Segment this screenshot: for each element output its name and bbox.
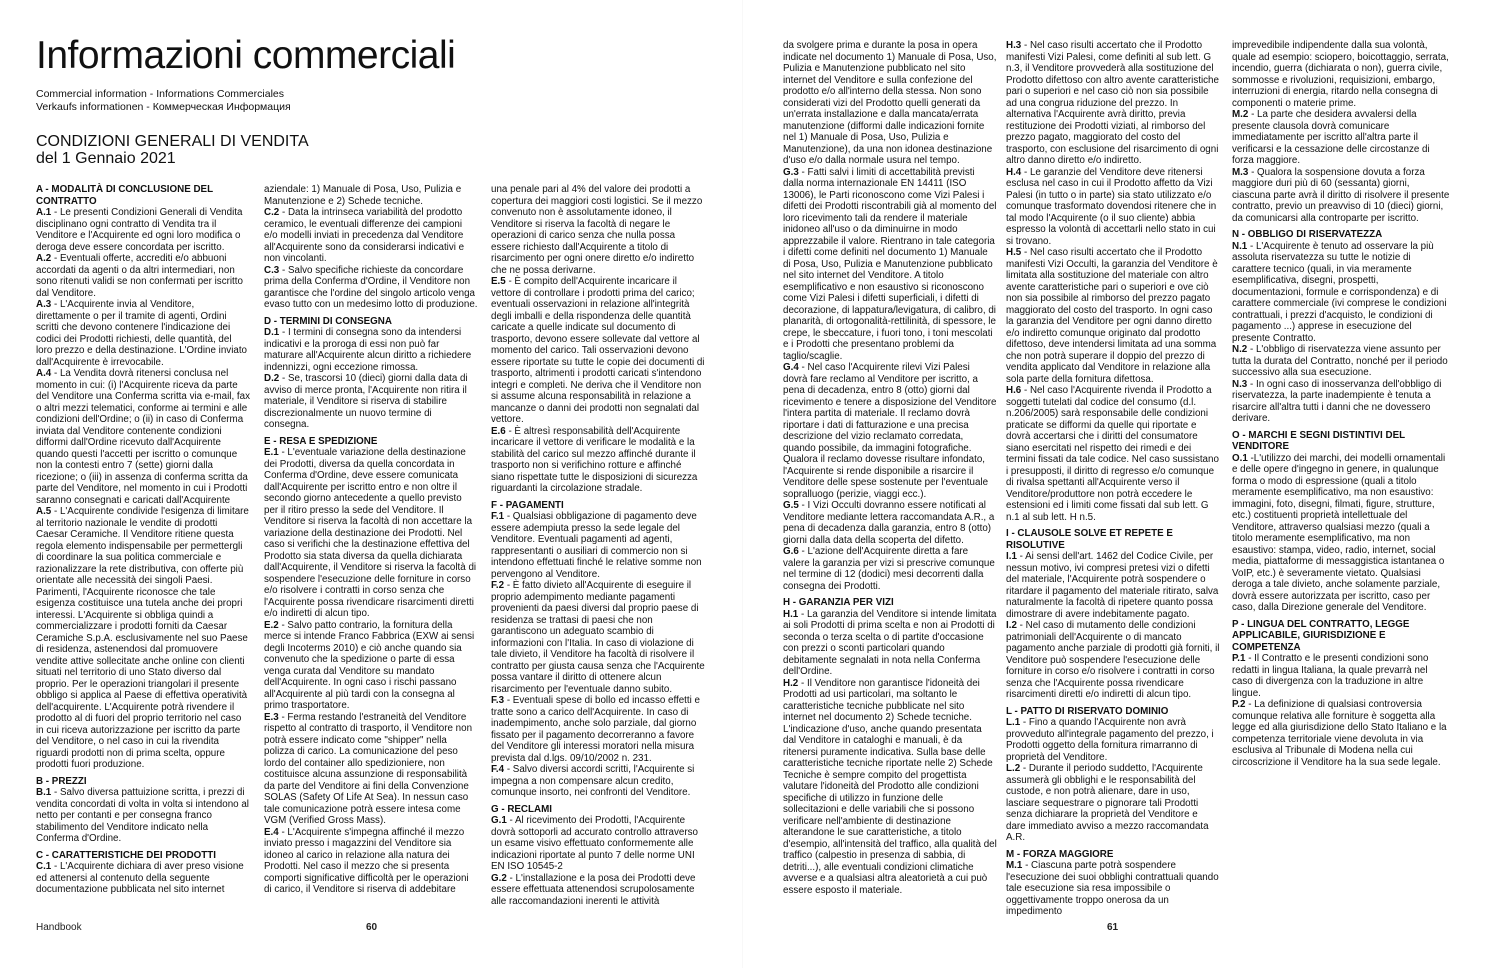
section-heading: O - MARCHI E SEGNI DISTINTIVI DEL VENDITORE [1232, 429, 1405, 452]
clause-paragraph [491, 764, 705, 799]
clause-number: I.1 [1006, 551, 1017, 562]
clause-text: - Nel caso l'Acquirente rilevi Vizi Palesi dovrà fare reclamo al Venditore per iscritto, a pena di decadenza, entro 8 (otto) giorni dal ricevimento e tenere a disposizione del Venditore l'intera partita di materiale. Il reclamo dovrà riportare i dati di fatturazione e una precisa descrizione del vizio reclamato corredata, quando possibile, da immagini fotografiche. Qualora il reclamo dovesse risultare infondato, l'Acquirente si rende disponibile a risarcire il Venditore delle spese sostenute per l'eventuale sopralluogo (perizie, viaggi ecc.). [783, 362, 997, 500]
text-column-1 [36, 184, 251, 895]
page-number-right: 61 [1107, 922, 1119, 933]
clause-paragraph [264, 184, 478, 207]
clause-text: - Salvo diversa pattuizione scritta, i prezzi di vendita concordati di volta in volta si intendono al netto per contanti e per consegna franco stabilimento del Venditore indicato nella Conferma d'Ordine. [36, 787, 249, 844]
clause-text: - È fatto divieto all'Acquirente di eseguire il proprio adempimento mediante pagamenti provenienti da paesi diversi dal proprio paese di residenza se trattasi di paesi che non garantiscono un adeguato scambio di informazioni con l'Italia. In caso di violazione di tale divieto, il Venditore ha facoltà di risolvere il contratto per giusta causa senza che l'Acquirente possa vantare il diritto di ottenere alcun risarcimento per l'eventuale danno subito. [491, 580, 705, 695]
clause-paragraph [264, 373, 478, 431]
clause-number: N.2 [1232, 344, 1248, 355]
clause-paragraph [36, 299, 250, 368]
clause-text: - Se, trascorsi 10 (dieci) giorni dalla data di avviso di merce pronta, l'Acquirente non ritira il materiale, il Venditore si riserva di stabilire discrezionalmente un nuovo termine di consegna. [264, 373, 468, 430]
clause-text: - Il Venditore non garantisce l'idoneità dei Prodotti ad usi particolari, ma soltanto le caratteristiche tecniche pubblicate nel sito internet nel documento 2) Schede tecniche. L'indicazione d'uso, anche quando presentata dal Venditore in cataloghi e manuali, è da ritenersi puramente indicativa. Sulla base delle caratteristiche tecniche riportate nelle 2) Schede Tecniche è sempre compito del progettista valutare l'idoneità del Prodotto alle condizioni specifiche di utilizzo in funzione delle sollecitazioni e delle variabili che si possono verificare nell'ambiente di destinazione alterandone le sue caratteristiche, a titolo d'esempio, all'intensità del traffico, alla qualità del traffico (calpestio in presenza di sabbia, di detriti...), alle eventuali condizioni climatiche avverse e a qualsiasi altra aleatorietà a cui può essere esposto il materiale. [783, 677, 997, 896]
clause-paragraph [491, 815, 705, 873]
clause-number: G.6 [783, 546, 799, 557]
text-column-6 [1232, 40, 1450, 878]
clause-text: - Fatti salvi i limiti di accettabilità previsti dalla norma internazionale EN 14411 (ISO 13006), le Parti riconoscono come Vizi Palesi i difetti dei Prodotti riscontrabili già al momento del loro ricevimento tali da rendere il materiale inidoneo all'uso o da diminuirne in modo apprezzabile il valore. Rientrano in tale categoria i difetti come definiti nel documento 1) Manuale di Posa, Uso, Pulizia e Manutenzione pubblicato nel sito internet del Venditore. A titolo esemplificativo e non esaustivo si riconoscono come Vizi Palesi i difetti superficiali, i difetti di decorazione, di lappatura/levigatura, di calibro, di planarità, di ortogonalità-rettilinità, di spessore, le crepe, le sbeccature, i fuori tono, i toni mescolati e i Prodotti che presentano problemi da taglio/scaglie. [783, 166, 997, 362]
clause-paragraph [491, 511, 705, 580]
clause-paragraph [36, 787, 250, 845]
clause-text: - Eventuali spese di bollo ed incasso effetti e tratte sono a carico dell'Acquirente. In caso di inadempimento, anche solo parziale, dal giorno fissato per il pagamento decorreranno a favore del Venditore gli interessi moratori nella misura prevista dal d.lgs. 09/10/2002 n. 231. [491, 695, 700, 764]
clause-paragraph [491, 873, 705, 908]
clause-paragraph [491, 184, 705, 276]
clause-paragraph [1006, 385, 1220, 523]
clause-text: da svolgere prima e durante la posa in opera indicate nel documento 1) Manuale di Posa, Uso, Pulizia e Manutenzione pubblicato nel sito internet del Venditore e sulla confezione del prodotto e/o all'interno della stessa. Non sono considerati vizi del Prodotto quelli generati da un'errata installazione e dalla mancata/errata manutenzione (difformi dalle indicazioni fornite nel 1) Manuale di Posa, Uso, Pulizia e Manutenzione), da una non idonea destinazione d'uso e/o dalla normale usura nel tempo. [783, 40, 997, 166]
clause-text: - La parte che desidera avvalersi della presente clausola dovrà comunicare immediatamente per iscritto all'altra parte il verificarsi e la cessazione delle circostanze di forza maggiore. [1232, 109, 1430, 166]
clause-text: - La definizione di qualsiasi controversia comunque relativa alle forniture è soggetta alla legge ed alla giurisdizione dello Stato Italiano e la competenza territoriale viene devoluta in via esclusiva al Tribunale di Modena nella cui circoscrizione il Venditore ha la sua sede legale. [1232, 699, 1447, 768]
clause-paragraph [1006, 167, 1220, 248]
clause-paragraph [1232, 344, 1450, 379]
clause-text: - È altresì responsabilità dell'Acquirente incaricare il vettore di verificare le modalità e la stabilità del carico sul mezzo affinché durante il trasporto non si verifichino rotture e affinché siano rispettate tutte le disposizioni di sicurezza riguardanti la circolazione stradale. [491, 425, 698, 494]
clause-paragraph [783, 500, 997, 546]
clause-number: E.6 [491, 425, 506, 437]
clause-number: E.5 [491, 276, 506, 287]
clause-paragraph [264, 265, 478, 311]
clause-paragraph [491, 695, 705, 764]
clause-number: A.1 [36, 207, 52, 218]
clause-text: imprevedibile indipendente dalla sua volontà, quale ad esempio: sciopero, boicottaggio, serrata, incendio, guerra (dichiarata o non), guerra civile, sommosse e rivoluzioni, requisizioni, embargo, interruzioni di energia, ritardo nella consegna di componenti o materie prime. [1232, 40, 1449, 109]
clause-number: H.3 [1006, 40, 1022, 51]
section-heading: G - RECLAMI [491, 803, 552, 815]
clause-number: A.2 [36, 253, 52, 264]
clause-text: - Eventuali offerte, accrediti e/o abbuoni accordati da agenti o da altri intermediari, non sono ritenuti validi se non confermati per iscritto dal Venditore. [36, 253, 243, 299]
clause-text: - L'azione dell'Acquirente diretta a fare valere la garanzia per vizi si prescrive comunque nel termine di 12 (dodici) mesi decorrenti dalla consegna dei Prodotti. [783, 546, 995, 592]
clause-text: - Salvo specifiche richieste da concordare prima della Conferma d'Ordine, il Venditore non garantisce che l'ordine del singolo articolo venga evaso tutto con un medesimo lotto di produzione. [264, 264, 478, 310]
clause-paragraph [783, 678, 997, 897]
clause-number: B.1 [36, 787, 52, 798]
clause-text: - La Vendita dovrà ritenersi conclusa nel momento in cui: (i) l'Acquirente riceva da parte del Venditore una Conferma scritta via e-mail, fax o altri mezzi telematici, conforme ai termini e alle condizioni dell'Ordine; o (ii) in caso di Conferma inviata dal Venditore contenente condizioni difformi dall'Ordine ricevuto dall'Acquirente quando questi l'accetti per iscritto o comunque non la contesti entro 7 (sette) giorni dalla ricezione; o (iii) in assenza di conferma scritta da parte del Venditore, nel momento in cui i Prodotti saranno consegnati e caricati dall'Acquirente [36, 368, 251, 506]
clause-number: H.2 [783, 677, 799, 689]
footer-brand: Handbook [36, 922, 82, 933]
clause-number: L.2 [1006, 763, 1021, 774]
clause-paragraph [1006, 717, 1220, 763]
page-number-left: 60 [366, 922, 378, 933]
clause-paragraph [1006, 551, 1220, 620]
clause-text: - Ferma restando l'estraneità del Venditore rispetto al contratto di trasporto, il Venditore non potrà essere indicato come "shipper" nella polizza di carico. La comunicazione del peso lordo del container allo spedizioniere, non costituisce alcuna assunzione di responsabilità da parte del Venditore ai fini della Convenzione SOLAS (Safety Of Life At Sea). In nessun caso tale comunicazione potrà essere intesa come VGM (Verified Gross Mass). [264, 711, 473, 826]
clause-text: - Salvo diversi accordi scritti, l'Acquirente si impegna a non compensare alcun credito, comunque insorto, nei confronti del Venditore. [491, 764, 695, 798]
clause-text: - La garanzia del Venditore si intende limitata ai soli Prodotti di prima scelta e non ai Prodotti di seconda o terza scelta o di partite d'occasione con prezzi o sconti particolari quando debitamente segnalati in nota nella Conferma dell'Ordine. [783, 608, 997, 677]
clause-number: E.3 [264, 711, 279, 723]
clause-number: N.1 [1232, 240, 1248, 252]
page-title: Informazioni commerciali [36, 34, 456, 77]
clause-number: H.5 [1006, 247, 1022, 258]
clause-text: - L'Acquirente dichiara di aver preso visione ed attenersi al contenuto della seguente documentazione pubblicata nel sito internet [36, 861, 244, 895]
conditions-title [36, 133, 309, 167]
section-heading: B - PREZZI [36, 775, 87, 787]
clause-text: -L'utilizzo dei marchi, dei modelli ornamentali e delle opere d'ingegno in genere, in qualunque forma o modo di espressione (quali a titolo meramente esemplificativo, ma non esaustivo: immagini, foto, disegni, filmati, figure, strutture, etc.) costituenti proprietà intellettuale del Venditore, attraverso qualsiasi mezzo (quali a titolo meramente esemplificativo, ma non esaustivo: stampa, video, radio, internet, social media, piattaforme di messaggistica istantanea o VoIP, etc.) è severamente vietato. Qualsiasi deroga a tale divieto, anche solamente parziale, dovrà essere autorizzata per iscritto, caso per caso, dalla Direzione generale del Venditore. [1232, 452, 1446, 613]
clause-number: I.2 [1006, 620, 1017, 631]
clause-number: H.4 [1006, 166, 1022, 178]
clause-text: - Nel caso risulti accertato che il Prodotto manifesti Vizi Palesi, come definiti al sub lett. G n.3, il Venditore provvederà alla sostituzione del Prodotto difettoso con altro avente caratteristiche pari o superiori e nel caso ciò non sia possibile ad una congrua riduzione del prezzo. In alternativa l'Acquirente avrà diritto, previa restituzione dei Prodotti viziati, al rimborso del prezzo pagato, maggiorato del costo del trasporto, con esclusione del risarcimento di ogni altro danno diretto e/o indiretto. [1006, 40, 1219, 166]
clause-paragraph [1232, 699, 1450, 768]
clause-text: - Durante il periodo suddetto, l'Acquirente assumerà gli obblighi e le responsabilità del custode, e non potrà alienare, dare in uso, lasciare sequestrare o pignorare tali Prodotti senza dichiarare la proprietà del Venditore e dare immediato avviso a mezzo raccomandata A.R. [1006, 763, 1209, 843]
clause-number: H.6 [1006, 385, 1022, 396]
clause-text: - Qualsiasi obbligazione di pagamento deve essere adempiuta presso la sede legale del Venditore. Eventuali pagamenti ad agenti, rappresentanti o ausiliari di commercio non si intendono effettuati finché le relative somme non pervengono al Venditore. [491, 511, 702, 580]
clause-paragraph [36, 253, 250, 299]
clause-text: - Nel caso di mutamento delle condizioni patrimoniali dell'Acquirente o di mancato pagamento anche parziale di prodotti già forniti, il Venditore può sospendere l'esecuzione delle forniture in corso e/o risolvere i contratti in corso senza che l'Acquirente possa rivendicare risarcimenti diretti e/o indiretti di alcun tipo. [1006, 620, 1220, 700]
clause-text: - I Vizi Occulti dovranno essere notificati al Venditore mediante lettera raccomandata A.R., a pena di decadenza dalla garanzia, entro 8 (otto) giorni dalla data della scoperta del difetto. [783, 500, 995, 546]
clause-number: D.2 [264, 373, 280, 384]
clause-paragraph [36, 207, 250, 253]
clause-number: F.4 [491, 764, 505, 775]
clause-number: F.3 [491, 695, 505, 706]
clause-number: A.5 [36, 506, 52, 517]
clause-paragraph [36, 861, 250, 896]
clause-text: - Nel caso l'Acquirente rivenda il Prodotto a soggetti tutelati dal codice del consumo (d.l. n.206/2005) sarà responsabile delle condizioni praticate se difformi da quelle qui riportate e dovrà accertarsi che i diritti del consumatore siano esercitati nel rispetto dei rimedi e dei termini fissati da tale codice. Nel caso sussistano i presupposti, il diritto di regresso e/o comunque di rivalsa spettanti all'Acquirente verso il Venditore/produttore non potrà eccedere le estensioni ed i limiti come fissati dal sub lett. G n.1 al sub lett. H n.5. [1006, 385, 1219, 523]
clause-paragraph [264, 827, 478, 896]
clause-paragraph [264, 327, 478, 373]
clause-number: E.4 [264, 826, 279, 838]
clause-paragraph [1232, 453, 1450, 614]
text-column-5 [1006, 40, 1220, 917]
clause-number: O.1 [1232, 452, 1248, 464]
subtitle-line-2: Verkaufs informationen - Коммерческая Информация [36, 101, 291, 113]
clause-paragraph [36, 506, 250, 771]
clause-number: P.1 [1232, 653, 1246, 664]
section-heading: F - PAGAMENTI [491, 499, 564, 511]
clause-paragraph [1232, 379, 1450, 425]
clause-paragraph [783, 362, 997, 500]
clause-paragraph [1232, 109, 1450, 167]
clause-text: - Qualora la sospensione dovuta a forza maggiore duri più di 60 (sessanta) giorni, ciascuna parte avrà il diritto di risolvere il presente contratto, previo un preavviso di 10 (dieci) giorni, da comunicarsi alla controparte per iscritto. [1232, 166, 1450, 224]
clause-number: D.1 [264, 327, 280, 338]
clause-paragraph [491, 426, 705, 495]
section-heading: E - RESA E SPEDIZIONE [264, 435, 378, 447]
clause-paragraph [264, 447, 478, 620]
clause-paragraph [1006, 620, 1220, 701]
clause-text: - Al ricevimento dei Prodotti, l'Acquirente dovrà sottoporli ad accurato controllo attraverso un esame visivo effettuato conformemente alle indicazioni riportate al punto 7 delle norme UNI EN ISO 10545-2 [491, 815, 698, 872]
subtitle-line-1: Commercial information - Informations Commerciales [36, 88, 284, 100]
clause-number: N.3 [1232, 378, 1248, 390]
clause-number: M.2 [1232, 109, 1249, 120]
clause-number: F.2 [491, 580, 505, 591]
clause-text: - L'Acquirente è tenuto ad osservare la più assoluta riservatezza su tutte le notizie di carattere tecnico (quali, in via meramente esemplificativa, disegni, prospetti, documentazioni, formule e corrispondenza) e di carattere commerciale (ivi comprese le condizioni contrattuali, i prezzi d'acquisto, le condizioni di pagamento ...) apprese in esecuzione del presente Contratto. [1232, 240, 1447, 344]
section-heading: H - GARANZIA PER VIZI [783, 597, 894, 608]
section-heading: A - MODALITÀ DI CONCLUSIONE DEL CONTRATTO [36, 184, 213, 207]
clause-number: G.5 [783, 500, 799, 511]
clause-text: - L'eventuale variazione della destinazione dei Prodotti, diversa da quella concordata in Conferma d'Ordine, deve essere comunicata dall'Acquirente per iscritto entro e non oltre il secondo giorno antecedente a quello previsto per il ritiro presso la sede del Venditore. Il Venditore si riserva la facoltà di non accettare la variazione della destinazione dei Prodotti. Nel caso si verifichi che la destinazione effettiva del Prodotto sia stata diversa da quella dichiarata dall'Acquirente, il Venditore si riserva la facoltà di sospendere l'esecuzione delle forniture in corso e/o risolvere i contratti in corso senza che l'Acquirente possa rivendicare risarcimenti diretti e/o indiretti di alcun tipo. [264, 447, 477, 619]
clause-text: - Nel caso risulti accertato che il Prodotto manifesti Vizi Occulti, la garanzia del Venditore è limitata alla sostituzione del materiale con altro avente caratteristiche pari o superiori e ove ciò non sia possibile al rimborso del prezzo pagato maggiorato del costo del trasporto. In ogni caso la garanzia del Venditore per ogni danno diretto e/o indiretto comunque originato dal prodotto difettoso, deve intendersi limitata ad una somma che non potrà superare il doppio del prezzo di vendita applicato dal Venditore in relazione alla sola parte della fornitura difettosa. [1006, 247, 1218, 385]
clause-text: - L'Acquirente s'impegna affinché il mezzo inviato presso i magazzini del Venditore sia idoneo al carico in relazione alla natura dei Prodotti. Nel caso il mezzo che si presenta comporti significative difficoltà per le operazioni di carico, il Venditore si riserva di addebitare [264, 826, 469, 895]
clause-paragraph [1232, 241, 1450, 345]
conditions-title-line-2: del 1 Gennaio 2021 [36, 150, 176, 167]
clause-number: P.2 [1232, 699, 1246, 710]
clause-number: C.2 [264, 207, 280, 218]
clause-text: - L'Acquirente condivide l'esigenza di limitare al territorio nazionale le vendite di prodotti Caesar Ceramiche. Il Venditore ritiene questa regola elemento indispensabile per permettergli di coordinare la sua politica commerciale e razionalizzare la rete distributiva, con offerte più orientate alle necessità dei singoli Paesi. Parimenti, l'Acquirente riconosce che tale esigenza costituisce una tutela anche dei propri interessi. L'Acquirente si obbliga quindi a commercializzare i prodotti forniti da Caesar Ceramiche S.p.A. esclusivamente nel suo Paese di residenza, astenendosi dal promuovere vendite attive sollecitate anche online con clienti situati nel territorio di uno Stato diverso dal proprio. Per le operazioni triangolari il presente obbligo si applica al Paese di effettiva operatività dell'acquirente. L'Acquirente potrà rivendere il prodotto al di fuori del proprio territorio nel caso in cui riceva autorizzazione per iscritto da parte del Venditore, o nel caso in cui la rivendita riguardi prodotti non di prima scelta, oppure prodotti fuori produzione. [36, 506, 249, 770]
clause-paragraph [1232, 40, 1450, 109]
clause-paragraph [264, 620, 478, 712]
section-heading: M - FORZA MAGGIORE [1006, 848, 1114, 860]
clause-number: A.4 [36, 368, 52, 379]
clause-paragraph [264, 712, 478, 827]
clause-paragraph [36, 368, 250, 506]
clause-number: G.1 [491, 815, 507, 826]
clause-paragraph [783, 546, 997, 592]
clause-number: A.3 [36, 299, 52, 310]
text-column-3 [491, 184, 705, 907]
text-column-2 [264, 184, 478, 895]
clause-text: aziendale: 1) Manuale di Posa, Uso, Pulizia e Manutenzione e 2) Schede tecniche. [264, 184, 462, 207]
section-heading: D - TERMINI DI CONSEGNA [264, 315, 392, 327]
section-heading: C - CARATTERISTICHE DEI PRODOTTI [36, 849, 216, 861]
clause-text: - In ogni caso di inosservanza dell'obbligo di riservatezza, la parte inadempiente è tenuta a risarcire all'altra tutti i danni che ne dovessero derivare. [1232, 378, 1442, 424]
clause-text: - L'Acquirente invia al Venditore, direttamente o per il tramite di agenti, Ordini scritti che devono contenere l'indicazione dei codici dei Prodotti richiesti, delle quantità, del loro prezzo e della destinazione. L'Ordine inviato dall'Acquirente è irrevocabile. [36, 299, 247, 368]
clause-number: G.3 [783, 166, 799, 178]
clause-paragraph [1006, 247, 1220, 385]
section-heading: L - PATTO DI RISERVATO DOMINIO [1006, 705, 1169, 717]
clause-number: M.3 [1232, 166, 1249, 178]
clause-paragraph [491, 276, 705, 426]
clause-text: - Le garanzie del Venditore deve ritenersi esclusa nel caso in cui il Prodotto affetto da Vizi Palesi (in tutto o in parte) sia stato utilizzato e/o comunque trasformato dovendosi ritenere che in tal modo l'Acquirente (o il suo cliente) abbia espresso la volontà di accettarli nello stato in cui si trovano. [1006, 166, 1217, 247]
clause-text: - I termini di consegna sono da intendersi indicativi e la proroga di essi non può far maturare all'Acquirente alcun diritto a richiedere indennizzi, ogni eccezione rimossa. [264, 327, 472, 373]
text-column-4 [783, 40, 997, 896]
clause-number: G.4 [783, 362, 799, 373]
clause-number: L.1 [1006, 717, 1021, 728]
clause-paragraph [1232, 653, 1450, 699]
clause-text: - Fino a quando l'Acquirente non avrà provveduto all'integrale pagamento del prezzo, i Prodotti oggetto della fornitura rimarranno di proprietà del Venditore. [1006, 717, 1214, 763]
clause-paragraph [1006, 40, 1220, 167]
page-subtitle [36, 88, 291, 114]
clause-text: una penale pari al 4% del valore dei prodotti a copertura dei maggiori costi logistici. Se il mezzo convenuto non è assolutamente idoneo, il Venditore si riserva la facoltà di negare le operazioni di carico senza che nulla possa essere richiesto dall'Acquirente a titolo di risarcimento per ogni onere diretto e/o indiretto che ne possa derivarne. [491, 184, 703, 276]
clause-paragraph [1006, 763, 1220, 844]
clause-paragraph [264, 207, 478, 265]
clause-paragraph [491, 580, 705, 695]
clause-number: F.1 [491, 511, 505, 522]
clause-text: - Data la intrinseca variabilità del prodotto ceramico, le eventuali differenze dei campioni e/o modelli inviati in precedenza dal Venditore all'Acquirente sono da considerarsi indicativi e non vincolanti. [264, 207, 465, 264]
clause-text: - Salvo patto contrario, la fornitura della merce si intende Franco Fabbrica (EXW ai sensi degli Incoterms 2010) e ciò anche quando sia convenuto che la spedizione o parte di essa venga curata dal Venditore su mandato dell'Acquirente. In ogni caso i rischi passano all'Acquirente al più tardi con la consegna al primo trasportatore. [264, 619, 475, 711]
clause-paragraph [1232, 167, 1450, 225]
clause-number: C.3 [264, 264, 280, 276]
clause-text: - Il Contratto e le presenti condizioni sono redatti in lingua Italiana, la quale prevarrà nel caso di divergenza con la traduzione in altre lingue. [1232, 653, 1429, 699]
clause-paragraph [783, 609, 997, 678]
clause-number: G.2 [491, 872, 507, 884]
clause-number: E.2 [264, 619, 279, 631]
section-heading: I - CLAUSOLE SOLVE ET REPETE E RISOLUTIVE [1006, 528, 1173, 551]
clause-number: M.1 [1006, 860, 1023, 871]
clause-paragraph [1006, 860, 1220, 918]
page-gutter [742, 0, 743, 968]
section-heading: N - OBBLIGO DI RISERVATEZZA [1232, 229, 1383, 240]
clause-text: - Ciascuna parte potrà sospendere l'esecuzione dei suoi obblighi contrattuali quando tale esecuzione sia resa impossibile o oggettivamente troppo onerosa da un impedimento [1006, 860, 1219, 917]
section-heading: P - LINGUA DEL CONTRATTO, LEGGE APPLICABILE, GIURISDIZIONE E COMPETENZA [1232, 618, 1410, 653]
clause-number: C.1 [36, 861, 52, 872]
clause-text: - È compito dell'Acquirente incaricare il vettore di controllare i prodotti prima del carico; eventuali osservazioni in relazione all'integrità degli imballi e della rispondenza delle quantità caricate a quelle indicate sul documento di trasporto, devono essere sollevate dal vettore al momento del carico. Tali osservazioni devono essere riportate su tutte le copie dei documenti di trasporto, altrimenti i prodotti caricati s'intendono integri e completi. Ne deriva che il Venditore non si assume alcuna responsabilità in relazione a mancanze o danni dei prodotti non segnalati dal vettore. [491, 276, 705, 425]
clause-text: - L'installazione e la posa dei Prodotti deve essere effettuata attenendosi scrupolosamente alle raccomandazioni inerenti le attività [491, 872, 696, 907]
clause-text: - L'obbligo di riservatezza viene assunto per tutta la durata del Contratto, nonché per il periodo successivo alla sua esecuzione. [1232, 344, 1448, 378]
clause-number: E.1 [264, 447, 279, 458]
clause-paragraph [783, 40, 997, 167]
clause-number: H.1 [783, 608, 799, 620]
conditions-title-line-1: CONDIZIONI GENERALI DI VENDITA [36, 133, 309, 150]
clause-paragraph [783, 167, 997, 363]
clause-text: - Le presenti Condizioni Generali di Vendita disciplinano ogni contratto di Vendita tra il Venditore e l'Acquirente ed ogni loro modifica o deroga deve essere concordata per iscritto. [36, 207, 243, 253]
clause-text: - Ai sensi dell'art. 1462 del Codice Civile, per nessun motivo, ivi compresi pretesi vizi o difetti del materiale, l'Acquirente potrà sospendere o ritardare il pagamento del materiale ritirato, salva naturalmente la facoltà di ripetere quanto possa dimostrare di avere indebitamente pagato. [1006, 551, 1219, 620]
